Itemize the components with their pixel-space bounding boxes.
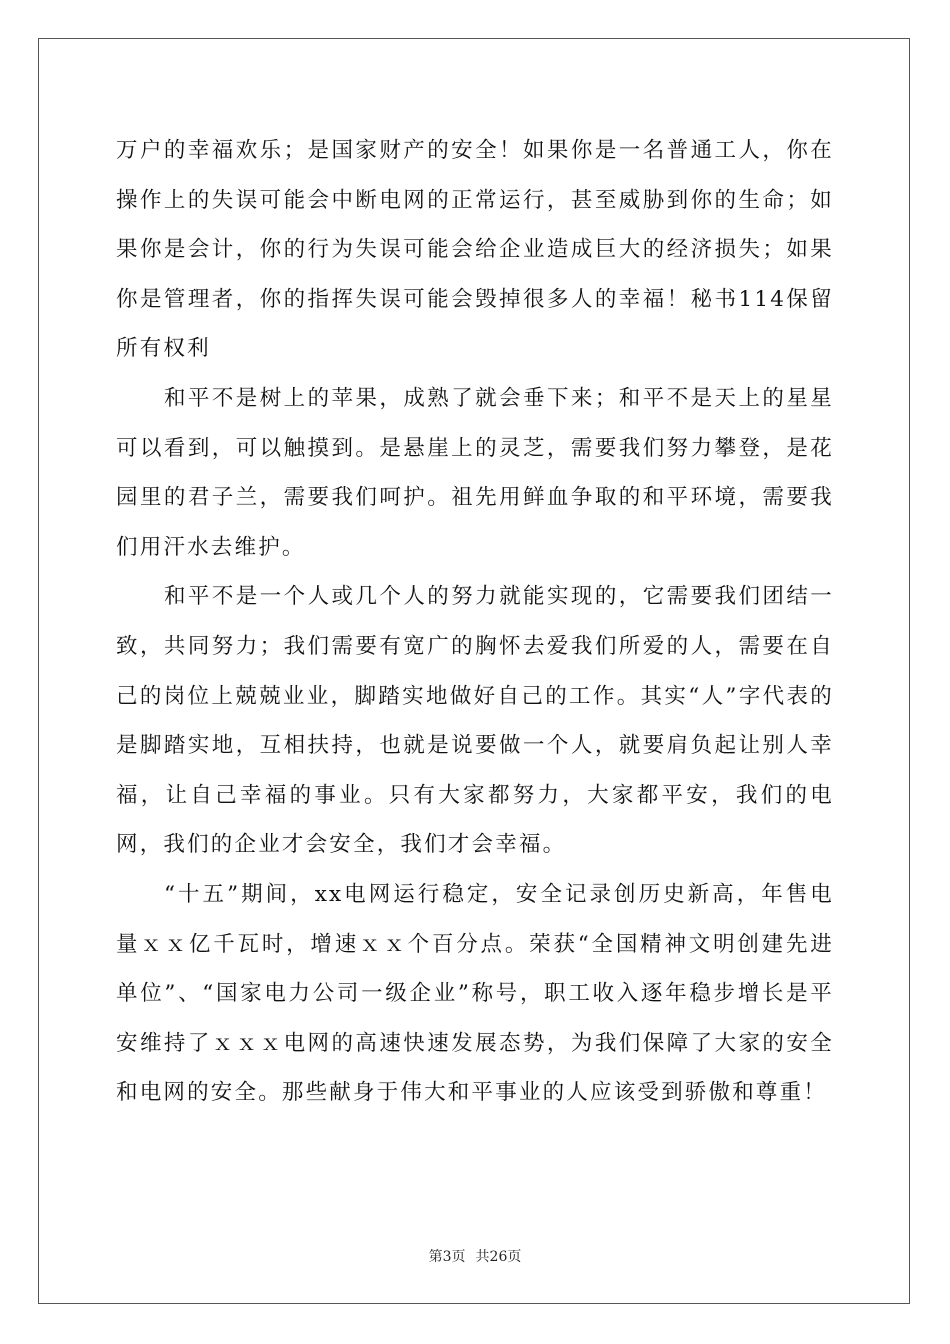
paragraph-1: 万户的幸福欢乐；是国家财产的安全！如果你是一名普通工人，你在操作上的失误可能会中断电网的正常运行，甚至威胁到你的生命；如果你是会计，你的行为失误可能会给企业造成巨大的经济损失；如果你是管理者，你的指挥失误可能会毁掉很多人的幸福！秘书114保留所有权利 — [116, 138, 834, 362]
paragraph-4: “十五”期间，xx电网运行稳定，安全记录创历史新高，年售电量ｘｘ亿千瓦时，增速ｘｘ个百分点。荣获“全国精神文明创建先进单位”、“国家电力公司一级企业”称号，职工收入逐年稳步增长是平安维持了ｘｘｘ电网的高速快速发展态势，为我们保障了大家的安全和电网的安全。那些献身于伟大和平事业的人应该受到骄傲和尊重！ — [116, 881, 834, 1106]
current-page-label: 第3页 — [428, 1249, 466, 1265]
document-body — [116, 126, 834, 1118]
paragraph-2: 和平不是树上的苹果，成熟了就会垂下来；和平不是天上的星星可以看到，可以触摸到。是悬崖上的灵芝，需要我们努力攀登，是花园里的君子兰，需要我们呵护。祖先用鲜血争取的和平环境，需要我们用汗水去维护。 — [116, 385, 834, 560]
page-footer — [0, 1246, 950, 1266]
total-pages-label: 共26页 — [475, 1249, 522, 1265]
paragraph-3: 和平不是一个人或几个人的努力就能实现的，它需要我们团结一致，共同努力；我们需要有宽广的胸怀去爱我们所爱的人，需要在自己的岗位上兢兢业业，脚踏实地做好自己的工作。其实“人”字代表的是脚踏实地，互相扶持，也就是说要做一个人，就要肩负起让别人幸福，让自己幸福的事业。只有大家都努力，大家都平安，我们的电网，我们的企业才会安全，我们才会幸福。 — [116, 584, 834, 858]
